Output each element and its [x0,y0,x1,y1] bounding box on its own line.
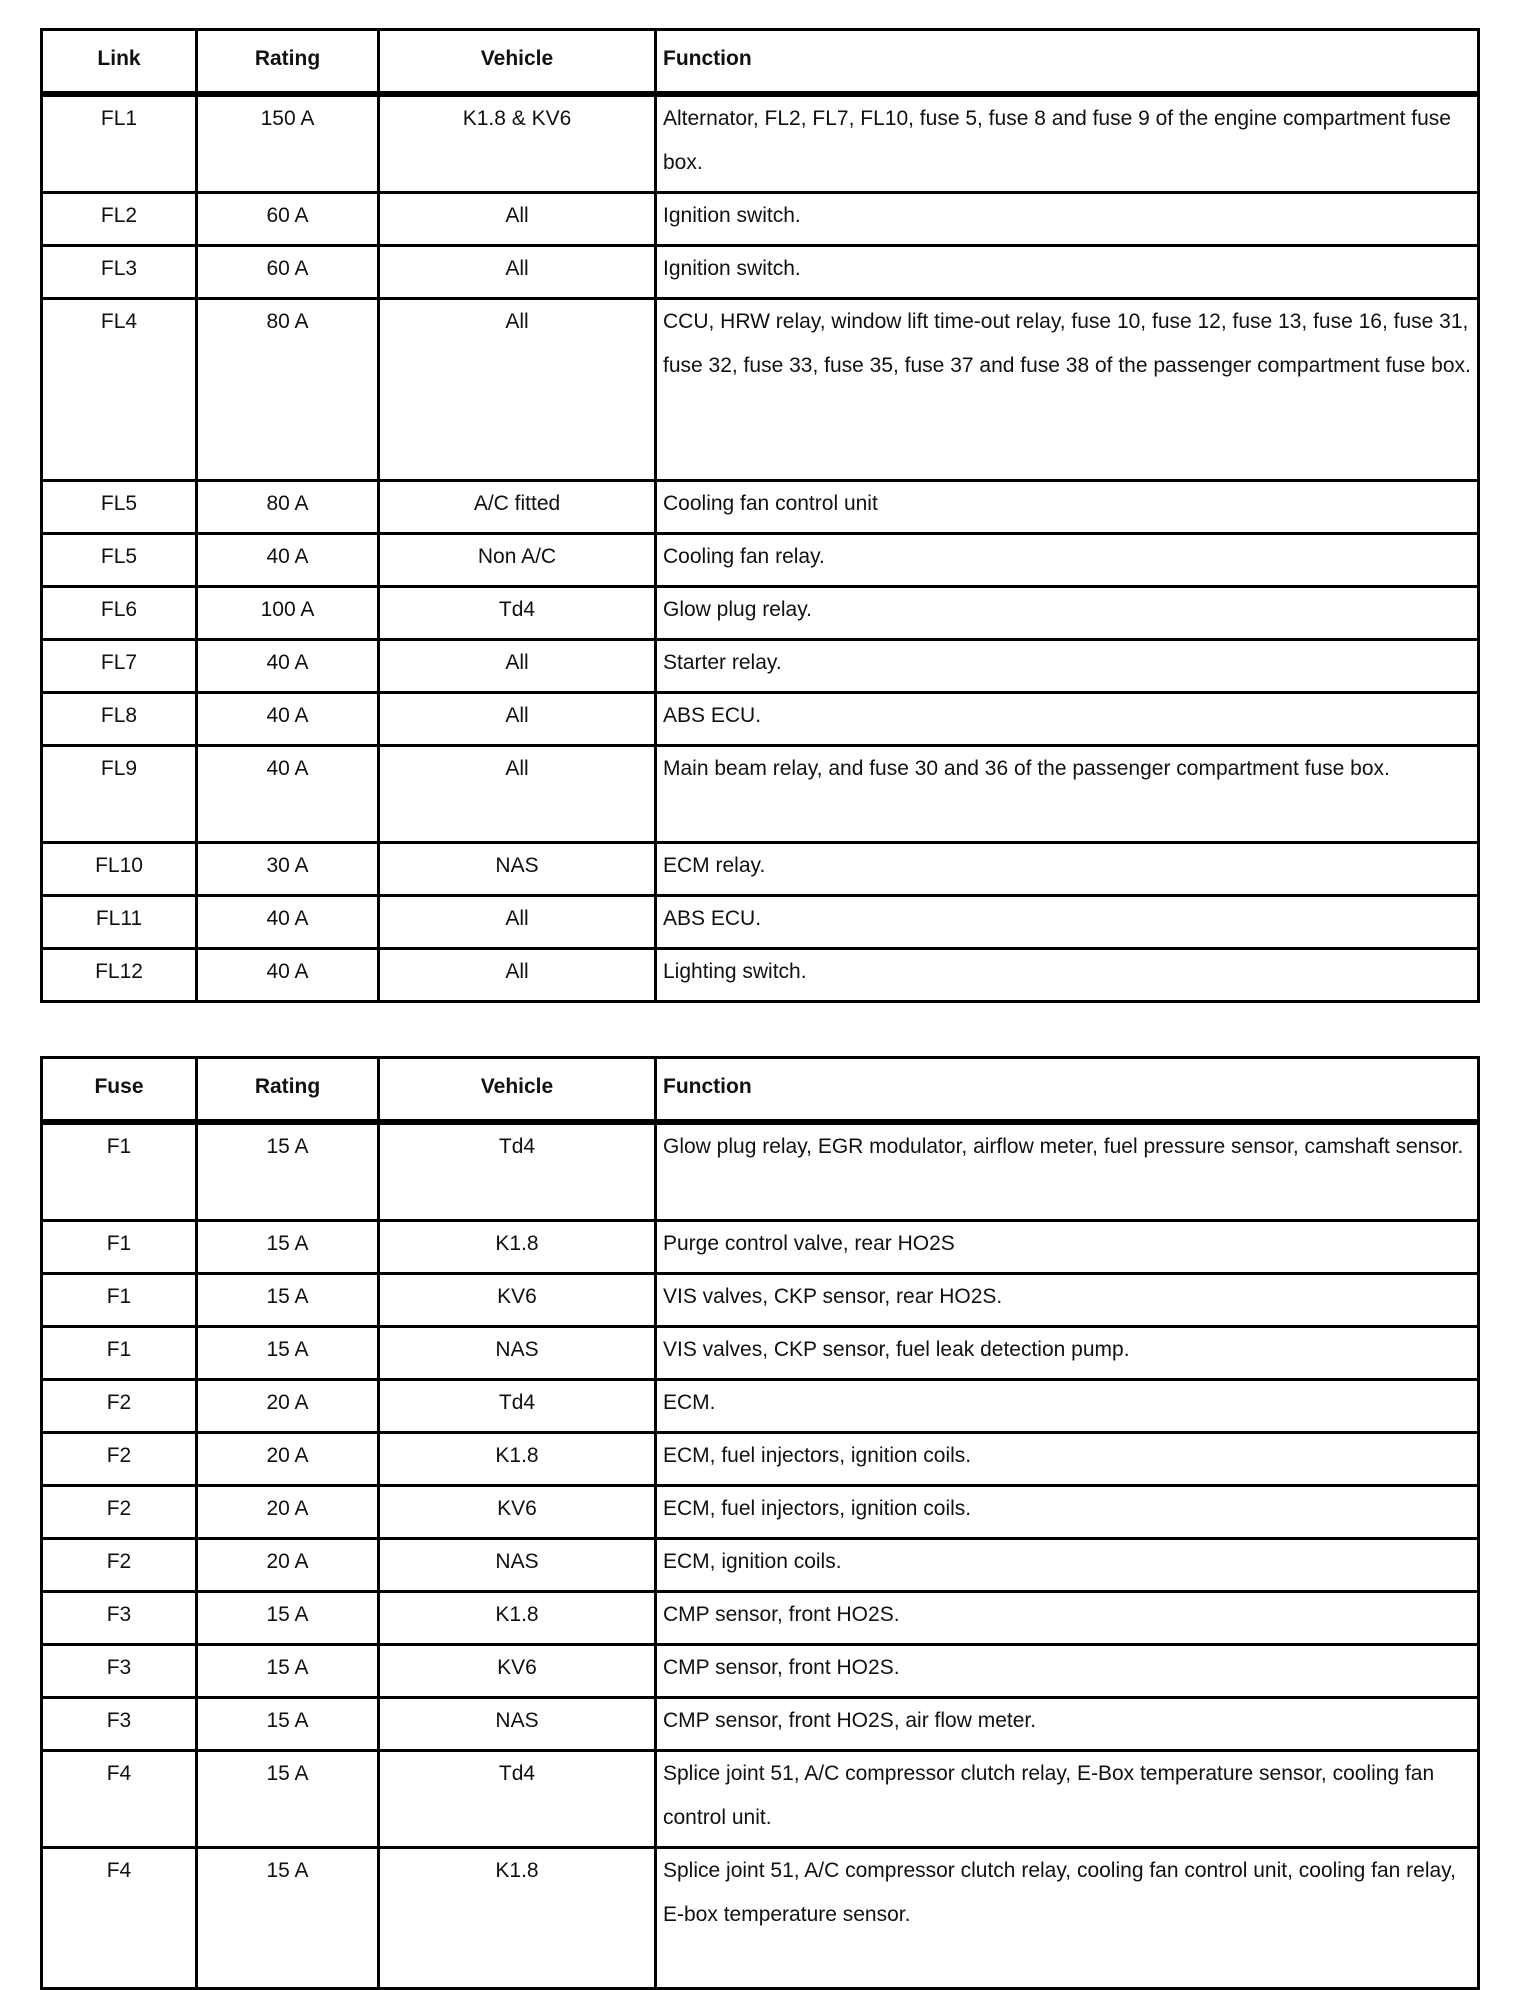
table-row [42,1539,1479,1592]
cell-id: F4 [42,1751,197,1848]
table-row [42,1433,1479,1486]
table-row [42,299,1479,481]
cell-rating: 15 A [197,1698,379,1751]
cell-vehicle: NAS [379,1327,656,1380]
cell-rating: 40 A [197,534,379,587]
table-row [42,746,1479,843]
cell-function: CMP sensor, front HO2S. [656,1645,1479,1698]
cell-id: FL6 [42,587,197,640]
cell-function: Main beam relay, and fuse 30 and 36 of the passenger compartment fuse box. [656,746,1479,843]
cell-function: Ignition switch. [656,246,1479,299]
cell-id: F2 [42,1380,197,1433]
cell-rating: 15 A [197,1848,379,1989]
cell-rating: 30 A [197,843,379,896]
cell-vehicle: Td4 [379,1380,656,1433]
header-function: Function [656,1058,1479,1123]
cell-id: F1 [42,1221,197,1274]
cell-vehicle: All [379,693,656,746]
table-row [42,1848,1479,1989]
cell-function: Cooling fan relay. [656,534,1479,587]
cell-rating: 40 A [197,949,379,1002]
cell-id: F1 [42,1122,197,1221]
cell-function: Alternator, FL2, FL7, FL10, fuse 5, fuse 8 and fuse 9 of the engine compartment fuse box. [656,94,1479,193]
cell-vehicle: All [379,640,656,693]
cell-function: Glow plug relay. [656,587,1479,640]
cell-id: F2 [42,1433,197,1486]
cell-vehicle: K1.8 [379,1433,656,1486]
cell-function: Lighting switch. [656,949,1479,1002]
cell-id: FL8 [42,693,197,746]
cell-vehicle: K1.8 [379,1592,656,1645]
table-row [42,843,1479,896]
header-vehicle: Vehicle [379,1058,656,1123]
cell-function: CMP sensor, front HO2S. [656,1592,1479,1645]
cell-id: FL5 [42,481,197,534]
table-row [42,1274,1479,1327]
cell-function: Glow plug relay, EGR modulator, airflow meter, fuel pressure sensor, camshaft sensor. [656,1122,1479,1221]
header-rating: Rating [197,30,379,95]
cell-id: FL1 [42,94,197,193]
cell-vehicle: NAS [379,1698,656,1751]
cell-vehicle: All [379,299,656,481]
cell-function: CCU, HRW relay, window lift time-out relay, fuse 10, fuse 12, fuse 13, fuse 16, fuse 31, fuse 32, fuse 33, fuse 35, fuse 37 and fuse 38 of the passenger compartment fuse box. [656,299,1479,481]
cell-id: FL4 [42,299,197,481]
cell-vehicle: KV6 [379,1274,656,1327]
cell-rating: 15 A [197,1327,379,1380]
cell-function: Cooling fan control unit [656,481,1479,534]
cell-rating: 60 A [197,193,379,246]
cell-vehicle: KV6 [379,1486,656,1539]
table-row [42,693,1479,746]
cell-rating: 40 A [197,640,379,693]
cell-rating: 80 A [197,481,379,534]
cell-id: F1 [42,1274,197,1327]
cell-rating: 20 A [197,1539,379,1592]
header-fuse: Fuse [42,1058,197,1123]
cell-function: Ignition switch. [656,193,1479,246]
cell-vehicle: Non A/C [379,534,656,587]
cell-vehicle: Td4 [379,1751,656,1848]
table-row [42,481,1479,534]
cell-rating: 15 A [197,1122,379,1221]
cell-id: FL10 [42,843,197,896]
cell-id: FL12 [42,949,197,1002]
cell-function: Splice joint 51, A/C compressor clutch relay, E-Box temperature sensor, cooling fan control unit. [656,1751,1479,1848]
cell-function: ECM relay. [656,843,1479,896]
cell-rating: 60 A [197,246,379,299]
cell-vehicle: All [379,949,656,1002]
table-row [42,1698,1479,1751]
table-row [42,1751,1479,1848]
cell-id: FL2 [42,193,197,246]
table-row [42,1327,1479,1380]
cell-rating: 40 A [197,693,379,746]
table-row [42,1122,1479,1221]
cell-id: F4 [42,1848,197,1989]
cell-function: ABS ECU. [656,896,1479,949]
header-vehicle: Vehicle [379,30,656,95]
cell-vehicle: K1.8 [379,1221,656,1274]
fusible-link-table [40,28,1480,1003]
cell-rating: 20 A [197,1486,379,1539]
table-row [42,534,1479,587]
cell-vehicle: NAS [379,1539,656,1592]
cell-function: VIS valves, CKP sensor, fuel leak detection pump. [656,1327,1479,1380]
cell-vehicle: All [379,193,656,246]
cell-vehicle: Td4 [379,587,656,640]
header-rating: Rating [197,1058,379,1123]
header-function: Function [656,30,1479,95]
cell-rating: 80 A [197,299,379,481]
cell-vehicle: K1.8 & KV6 [379,94,656,193]
cell-id: F2 [42,1539,197,1592]
table-row [42,1486,1479,1539]
cell-vehicle: All [379,246,656,299]
cell-rating: 20 A [197,1380,379,1433]
cell-id: FL3 [42,246,197,299]
cell-id: FL5 [42,534,197,587]
cell-function: ECM, ignition coils. [656,1539,1479,1592]
cell-rating: 15 A [197,1221,379,1274]
cell-vehicle: All [379,896,656,949]
table-row [42,587,1479,640]
cell-rating: 20 A [197,1433,379,1486]
fuse-table [40,1056,1480,1990]
cell-function: Splice joint 51, A/C compressor clutch relay, cooling fan control unit, cooling fan relay, E-box temperature sensor. [656,1848,1479,1989]
cell-id: F3 [42,1592,197,1645]
cell-id: F2 [42,1486,197,1539]
cell-id: FL9 [42,746,197,843]
cell-rating: 15 A [197,1592,379,1645]
table-row [42,949,1479,1002]
cell-function: ECM. [656,1380,1479,1433]
cell-vehicle: KV6 [379,1645,656,1698]
cell-function: ABS ECU. [656,693,1479,746]
cell-rating: 40 A [197,896,379,949]
cell-id: FL7 [42,640,197,693]
cell-function: ECM, fuel injectors, ignition coils. [656,1486,1479,1539]
cell-rating: 100 A [197,587,379,640]
cell-id: F3 [42,1698,197,1751]
cell-id: F3 [42,1645,197,1698]
table-row [42,1221,1479,1274]
table-row [42,1380,1479,1433]
table-row [42,193,1479,246]
cell-rating: 15 A [197,1274,379,1327]
cell-function: Purge control valve, rear HO2S [656,1221,1479,1274]
table-row [42,640,1479,693]
cell-function: ECM, fuel injectors, ignition coils. [656,1433,1479,1486]
table-row [42,1592,1479,1645]
cell-function: Starter relay. [656,640,1479,693]
cell-vehicle: A/C fitted [379,481,656,534]
cell-vehicle: All [379,746,656,843]
table-row [42,896,1479,949]
fusible-link-table-body [42,94,1479,1002]
cell-vehicle: Td4 [379,1122,656,1221]
cell-id: F1 [42,1327,197,1380]
cell-rating: 150 A [197,94,379,193]
cell-rating: 15 A [197,1645,379,1698]
table-row [42,246,1479,299]
cell-rating: 40 A [197,746,379,843]
table-header-row [42,1058,1479,1123]
table-header-row [42,30,1479,95]
fuse-table-body [42,1122,1479,1989]
cell-function: CMP sensor, front HO2S, air flow meter. [656,1698,1479,1751]
table-row [42,1645,1479,1698]
cell-vehicle: K1.8 [379,1848,656,1989]
cell-function: VIS valves, CKP sensor, rear HO2S. [656,1274,1479,1327]
cell-id: FL11 [42,896,197,949]
cell-rating: 15 A [197,1751,379,1848]
table-row [42,94,1479,193]
cell-vehicle: NAS [379,843,656,896]
header-link: Link [42,30,197,95]
